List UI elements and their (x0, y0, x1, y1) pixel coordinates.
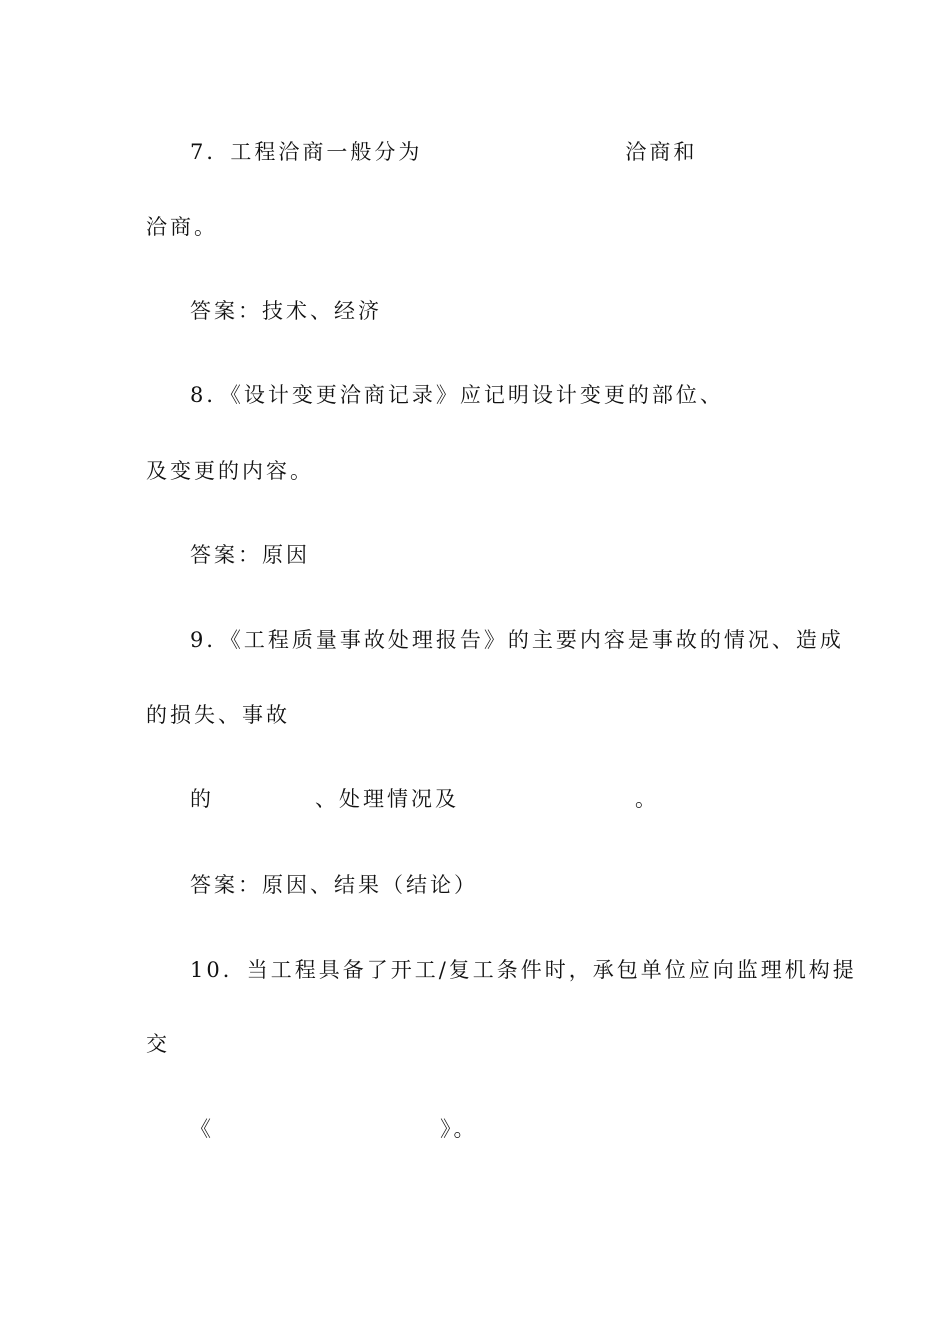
q7-line1 (190, 138, 697, 166)
q9-text-part1: 9．《工程质量事故处理报告》的主要内容是事故的情况、造成 (190, 628, 844, 652)
q10-line3 (190, 1115, 478, 1143)
q9-text-line3-a: 的 (190, 787, 214, 811)
q9-line1 (190, 626, 844, 654)
q10-line1 (190, 956, 857, 984)
q8-answer (190, 541, 310, 569)
q8-line2 (146, 457, 314, 485)
q9-text-cont: 的损失、事故 (146, 703, 290, 727)
q9-line3 (190, 785, 659, 813)
q10-text-part1: 10．当工程具备了开工/复工条件时，承包单位应向监理机构提 (190, 958, 857, 982)
q9-line2 (146, 701, 290, 729)
q8-answer-text: 答案：原因 (190, 543, 310, 567)
q9-text-line3-b: 、处理情况及 (315, 787, 459, 811)
q8-line1 (190, 381, 724, 409)
q10-text-cont: 交 (146, 1032, 170, 1056)
q7-text-part2: 洽商和 (625, 140, 698, 164)
q9-text-line3-c: 。 (635, 787, 659, 811)
q8-text-part1: 8．《设计变更洽商记录》应记明设计变更的部位、 (190, 383, 724, 407)
q7-line2 (146, 213, 218, 241)
q10-text-line3-b: 》。 (440, 1117, 478, 1141)
q10-text-line3-a: 《 (190, 1117, 214, 1141)
q9-answer-text: 答案：原因、结果（结论） (190, 873, 478, 897)
q8-text-cont: 及变更的内容。 (146, 459, 314, 483)
q7-text-part1: 7．工程洽商一般分为 (190, 140, 423, 164)
q9-answer (190, 871, 478, 899)
q7-answer (190, 297, 382, 325)
q7-text-cont: 洽商。 (146, 215, 218, 239)
q7-answer-text: 答案：技术、经济 (190, 299, 382, 323)
q10-line2 (146, 1030, 170, 1058)
